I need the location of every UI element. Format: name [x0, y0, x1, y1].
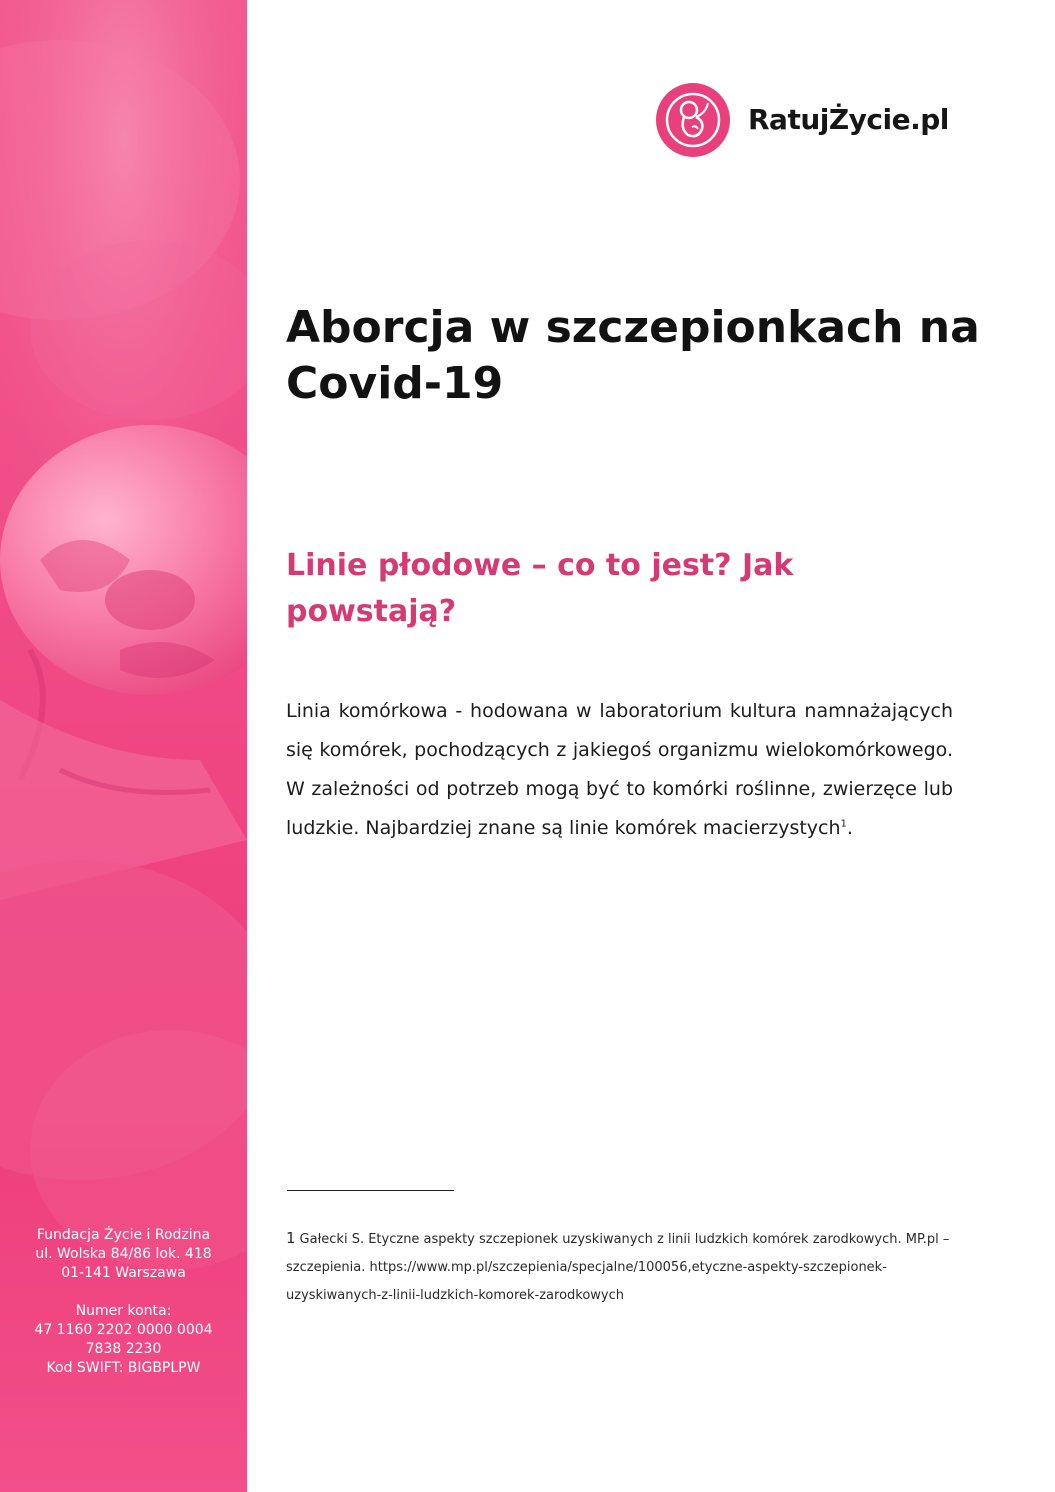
sidebar-panel — [0, 0, 247, 1492]
bank-line: 7838 2230 — [85, 1341, 162, 1357]
bank-line: Numer konta: — [75, 1303, 172, 1319]
paragraph-end: . — [846, 817, 853, 839]
footnote-text: Gałecki S. Etyczne aspekty szczepionek uzyskiwanych z linii ludzkich komórek zarodkowych. MP.pl –szczepienia. https://www.mp.pl/szczepienia/specjalne/100056,etyczne-aspekty-szczepionek-uzyskiwanych-z-linii-ludzkich-komorek-zarodkowych — [286, 1232, 950, 1303]
footnote-divider — [287, 1190, 454, 1191]
section-heading: Linie płodowe – co to jest? Jak powstają? — [286, 548, 794, 629]
fetus-in-circle-icon — [656, 83, 730, 157]
footnote-number: 1 — [286, 1229, 296, 1247]
paragraph-text: Linia komórkowa - hodowana w laboratorium kultura namnażających się komórek, pochodzących z jakiegoś organizmu wielokomórkowego. W zależności od potrzeb mogą być to komórki roślinne, zwierzęce lub ludzkie. Najbardziej znane są linie komórek macierzystych — [286, 700, 953, 839]
footnote — [286, 1224, 966, 1310]
bank-line: Kod SWIFT: BIGBPLPW — [46, 1360, 201, 1376]
page-title: Aborcja w szczepionkach na Covid-19 — [286, 302, 980, 409]
brand-logo[interactable] — [656, 82, 949, 157]
footnote-reference[interactable]: 1 — [840, 818, 847, 830]
body-paragraph — [286, 692, 953, 848]
foundation-address — [0, 1226, 247, 1283]
address-line: Fundacja Życie i Rodzina — [36, 1227, 211, 1243]
bank-line: 47 1160 2202 0000 0004 — [34, 1322, 213, 1338]
logo-text: RatujŻycie.pl — [748, 103, 949, 136]
address-line: 01-141 Warszawa — [61, 1265, 186, 1281]
bank-details — [0, 1302, 247, 1378]
address-line: ul. Wolska 84/86 lok. 418 — [35, 1246, 212, 1262]
